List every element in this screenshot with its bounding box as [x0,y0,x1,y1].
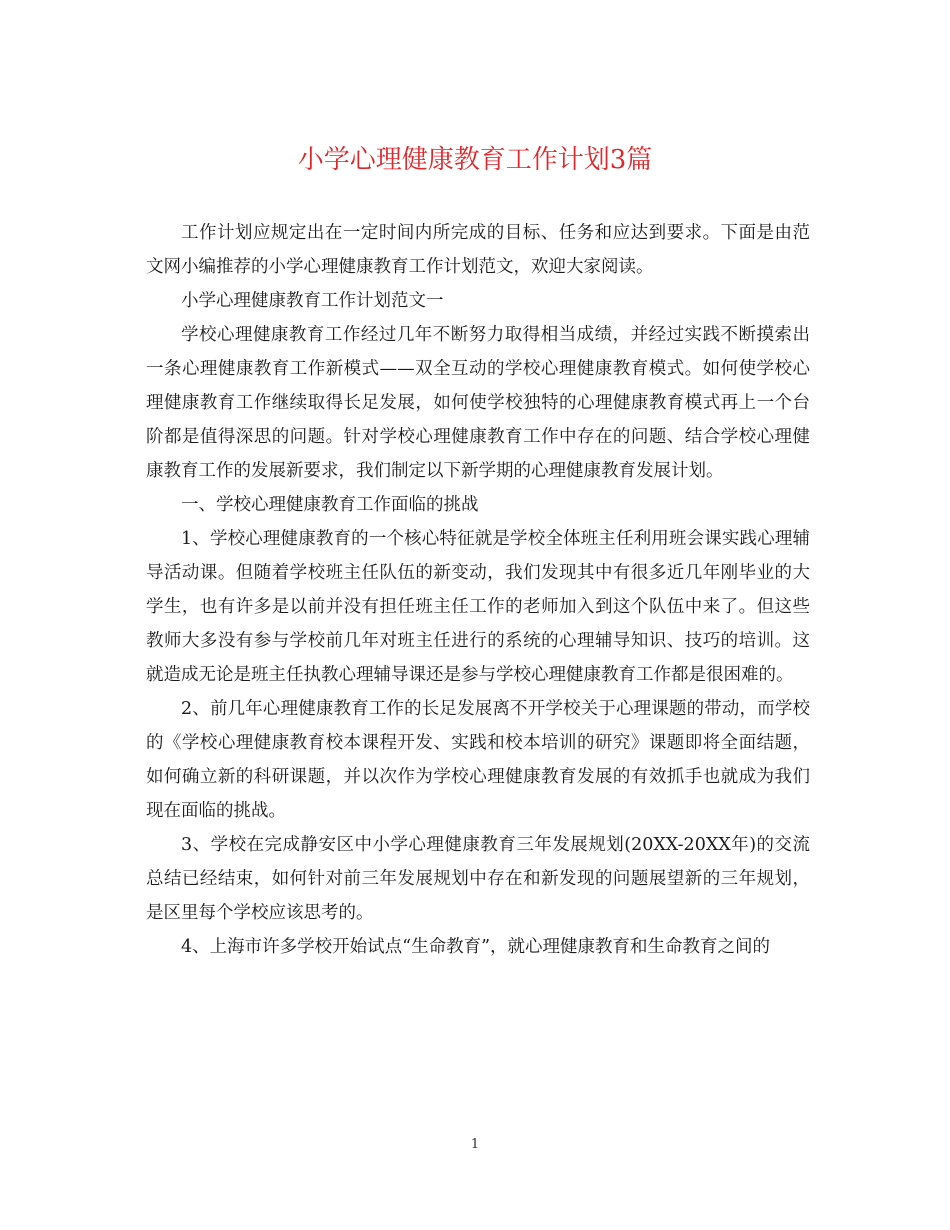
paragraph-item-4: 4、上海市许多学校开始试点“生命教育”，就心理健康教育和生命教育之间的 [181,937,771,957]
paragraph-item-2: 2、前几年心理健康教育工作的长足发展离不开学校关于心理课题的带动，而学校的《学校心理健康教育校本课程开发、实践和校本培训的研究》课题即将全面结题，如何确立新的科研课题，并以次作为学校心理健康教育发展的有效抓手也就成为我们现在面临的挑战。 [146,699,810,821]
paragraph-intro: 工作计划应规定出在一定时间内所完成的目标、任务和应达到要求。下面是由范文网小编推荐的小学心理健康教育工作计划范文，欢迎大家阅读。 [146,223,810,277]
paragraph-item-1: 1、学校心理健康教育的一个核心特征就是学校全体班主任利用班会课实践心理辅导活动课。但随着学校班主任队伍的新变动，我们发现其中有很多近几年刚毕业的大学生，也有许多是以前并没有担任班主任工作的老师加入到这个队伍中来了。但这些教师大多没有参与学校前几年对班主任进行的系统的心理辅导知识、技巧的培训。这就造成无论是班主任执教心理辅导课还是参与学校心理健康教育工作都是很困难的。 [146,529,810,685]
document-title: 小学心理健康教育工作计划3篇 [297,145,653,175]
document-body [146,216,810,964]
section-heading-challenges: 一、学校心理健康教育工作面临的挑战 [181,495,479,515]
paragraph-overview: 学校心理健康教育工作经过几年不断努力取得相当成绩，并经过实践不断摸索出一条心理健康教育工作新模式——双全互动的学校心理健康教育模式。如何使学校心理健康教育工作继续取得长足发展，如何使学校独特的心理健康教育模式再上一个台阶都是值得深思的问题。针对学校心理健康教育工作中存在的问题、结合学校心理健康教育工作的发展新要求，我们制定以下新学期的心理健康教育发展计划。 [146,325,810,481]
section-heading-sample-one: 小学心理健康教育工作计划范文一 [181,291,444,311]
paragraph-item-3: 3、学校在完成静安区中小学心理健康教育三年发展规划(20XX-20XX年)的交流总结已经结束，如何针对前三年发展规划中存在和新发现的问题展望新的三年规划，是区里每个学校应该思考的。 [146,835,810,923]
page-number: 1 [470,1137,480,1152]
